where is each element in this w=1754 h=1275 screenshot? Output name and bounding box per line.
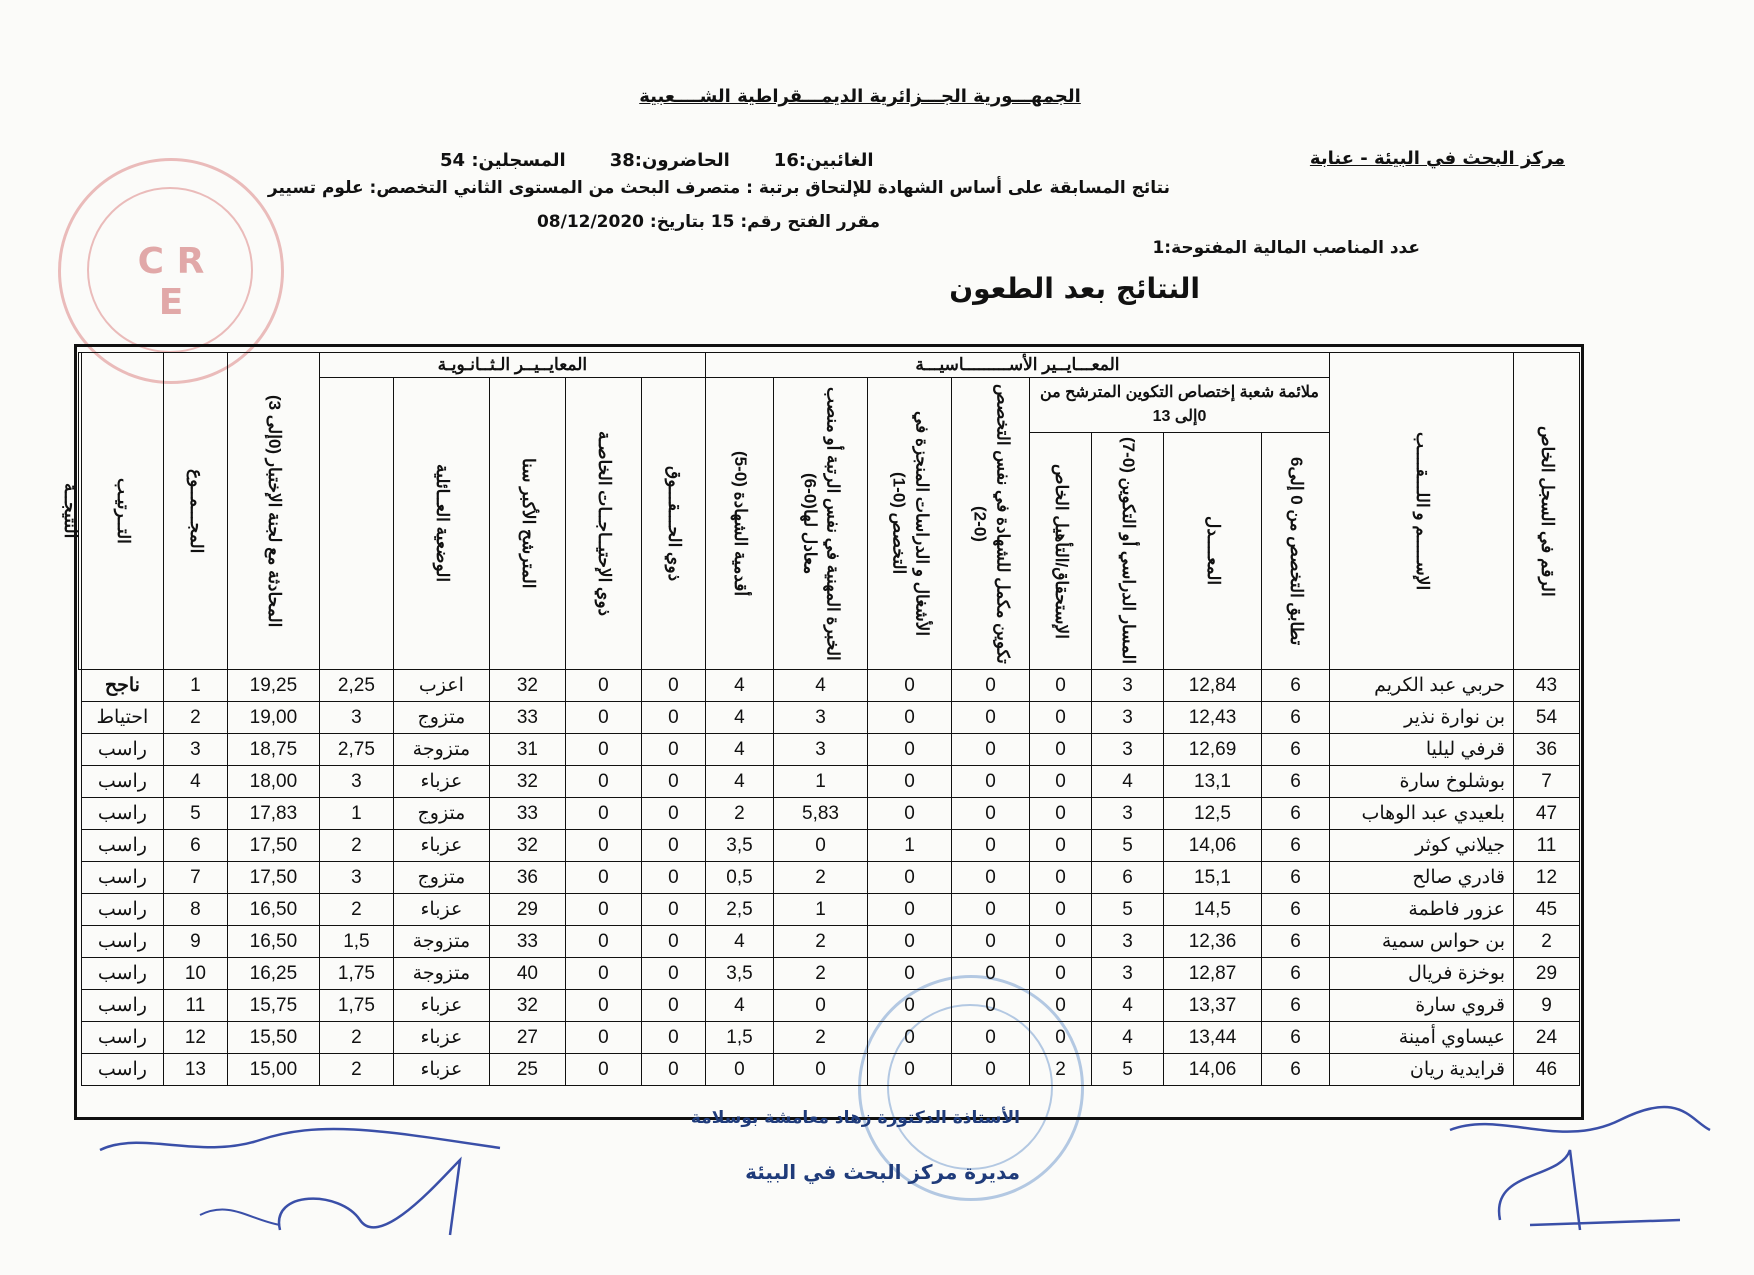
cell-rank: 4 <box>163 766 227 798</box>
cell-spec: 6 <box>1262 670 1330 702</box>
cell-result: راسب <box>81 1054 163 1086</box>
cell-rights: 0 <box>641 894 705 926</box>
cell-oldest: 32 <box>489 990 565 1022</box>
cell-reg: 36 <box>1514 734 1580 766</box>
cell-works: 0 <box>868 1022 952 1054</box>
cell-rights: 0 <box>641 798 705 830</box>
col-merit-header: الإستحقاق/التأهيل الخاص <box>1030 433 1092 670</box>
cell-avg: 12,84 <box>1164 670 1262 702</box>
cell-rank: 10 <box>163 958 227 990</box>
cell-works: 0 <box>868 990 952 1022</box>
cell-family: متزوج <box>393 862 489 894</box>
cell-oldest: 33 <box>489 798 565 830</box>
cell-merit: 0 <box>1030 734 1092 766</box>
cell-reg: 11 <box>1514 830 1580 862</box>
cell-avg: 14,5 <box>1164 894 1262 926</box>
cell-rights: 0 <box>641 670 705 702</box>
cell-path: 4 <box>1092 766 1164 798</box>
cell-spec: 6 <box>1262 958 1330 990</box>
cell-rank: 2 <box>163 702 227 734</box>
cell-training: 0 <box>952 1054 1030 1086</box>
col-avg-header: المعــــدل <box>1164 433 1262 670</box>
col-result-header: النتيجــة <box>79 353 82 670</box>
cell-family: متزوجة <box>393 958 489 990</box>
cell-total: 16,25 <box>227 958 319 990</box>
table-row <box>79 702 1580 734</box>
cell-works: 0 <box>868 926 952 958</box>
cell-rights: 0 <box>641 830 705 862</box>
cell-oldest: 32 <box>489 830 565 862</box>
cell-oldest: 27 <box>489 1022 565 1054</box>
cell-path: 4 <box>1092 1022 1164 1054</box>
cell-training: 0 <box>952 670 1030 702</box>
cell-works: 0 <box>868 958 952 990</box>
cell-special: 0 <box>565 958 641 990</box>
cell-path: 3 <box>1092 702 1164 734</box>
cell-works: 0 <box>868 766 952 798</box>
cell-interview: 1,75 <box>319 990 393 1022</box>
cell-reg: 54 <box>1514 702 1580 734</box>
cell-exp: 1 <box>774 894 868 926</box>
cell-oldest: 40 <box>489 958 565 990</box>
cell-merit: 0 <box>1030 894 1092 926</box>
table-row <box>79 670 1580 702</box>
cell-exp: 2 <box>774 1022 868 1054</box>
cell-oldest: 32 <box>489 766 565 798</box>
cell-merit: 0 <box>1030 926 1092 958</box>
cell-oldest: 33 <box>489 702 565 734</box>
cell-avg: 14,06 <box>1164 1054 1262 1086</box>
decision-reference: مقرر الفتح رقم: 15 بتاريخ: 08/12/2020 <box>536 212 880 232</box>
cell-interview: 2,75 <box>319 734 393 766</box>
table-row <box>79 766 1580 798</box>
cell-exp: 0 <box>774 990 868 1022</box>
cell-works: 0 <box>868 894 952 926</box>
table-row <box>79 926 1580 958</box>
contest-results-title: نتائج المسابقة على أساس الشهادة للإلتحاق برتبة : متصرف البحث من المستوى الثاني التخصص: علوم تسيير <box>267 178 1170 198</box>
col-special-header: ذوي الإحتيــاجــات الخاصـة <box>565 378 641 670</box>
cell-special: 0 <box>565 734 641 766</box>
cell-reg: 7 <box>1514 766 1580 798</box>
cell-special: 0 <box>565 702 641 734</box>
cell-oldest: 33 <box>489 926 565 958</box>
table-row <box>79 894 1580 926</box>
cell-rank: 3 <box>163 734 227 766</box>
cell-reg: 29 <box>1514 958 1580 990</box>
cell-exp: 2 <box>774 926 868 958</box>
cell-result: راسب <box>81 766 163 798</box>
cell-interview: 2 <box>319 1054 393 1086</box>
cell-rank: 1 <box>163 670 227 702</box>
cell-total: 16,50 <box>227 926 319 958</box>
cell-family: اعزب <box>393 670 489 702</box>
cell-training: 0 <box>952 702 1030 734</box>
cell-spec: 6 <box>1262 926 1330 958</box>
present-count: الحاضرون:38 <box>609 150 730 171</box>
results-after-appeals-title: النتائج بعد الطعون <box>949 272 1200 305</box>
cell-special: 0 <box>565 894 641 926</box>
table-row <box>79 798 1580 830</box>
cell-exp: 0 <box>774 830 868 862</box>
cell-rank: 12 <box>163 1022 227 1054</box>
main-criteria-header: المعـــايــير الأســـــــــاسيـــة <box>705 353 1329 378</box>
cell-path: 5 <box>1092 1054 1164 1086</box>
cell-oldest: 25 <box>489 1054 565 1086</box>
cell-avg: 13,1 <box>1164 766 1262 798</box>
cell-exp: 2 <box>774 862 868 894</box>
secondary-criteria-header: المعايــيــر الـثــانـويـة <box>319 353 705 378</box>
cell-oldest: 31 <box>489 734 565 766</box>
cell-interview: 1 <box>319 798 393 830</box>
absent-count: الغائبين:16 <box>773 150 874 171</box>
cell-training: 0 <box>952 734 1030 766</box>
cell-spec: 6 <box>1262 1022 1330 1054</box>
cell-path: 4 <box>1092 990 1164 1022</box>
cell-family: متزوج <box>393 702 489 734</box>
cell-result: راسب <box>81 894 163 926</box>
cell-reg: 46 <box>1514 1054 1580 1086</box>
col-total-header: المجـــمــوع <box>163 353 227 670</box>
cell-family: متزوجة <box>393 734 489 766</box>
cell-spec: 6 <box>1262 798 1330 830</box>
handwritten-signature-right <box>1440 1110 1720 1240</box>
cell-training: 0 <box>952 798 1030 830</box>
cell-special: 0 <box>565 1022 641 1054</box>
cell-reg: 12 <box>1514 862 1580 894</box>
cell-merit: 0 <box>1030 702 1092 734</box>
cell-avg: 12,69 <box>1164 734 1262 766</box>
cell-training: 0 <box>952 830 1030 862</box>
cell-spec: 6 <box>1262 830 1330 862</box>
cell-seniority: 4 <box>705 702 773 734</box>
cell-rights: 0 <box>641 734 705 766</box>
cell-merit: 0 <box>1030 990 1092 1022</box>
cell-family: عزباء <box>393 990 489 1022</box>
col-rank-header: التــرتيـب <box>81 353 163 670</box>
cell-works: 0 <box>868 734 952 766</box>
cell-training: 0 <box>952 990 1030 1022</box>
cell-family: عزباء <box>393 1054 489 1086</box>
cell-path: 6 <box>1092 862 1164 894</box>
cell-spec: 6 <box>1262 766 1330 798</box>
cell-name: حربي عبد الكريم <box>1330 670 1514 702</box>
cell-works: 0 <box>868 702 952 734</box>
cell-exp: 0 <box>774 1054 868 1086</box>
cell-merit: 0 <box>1030 766 1092 798</box>
cell-total: 18,00 <box>227 766 319 798</box>
cell-spec: 6 <box>1262 990 1330 1022</box>
cell-rights: 0 <box>641 1022 705 1054</box>
cell-path: 3 <box>1092 734 1164 766</box>
cell-special: 0 <box>565 1054 641 1086</box>
cell-result: ناجح <box>81 670 163 702</box>
cell-rights: 0 <box>641 702 705 734</box>
cell-reg: 45 <box>1514 894 1580 926</box>
cell-avg: 12,43 <box>1164 702 1262 734</box>
cell-oldest: 36 <box>489 862 565 894</box>
cell-path: 3 <box>1092 958 1164 990</box>
cell-total: 17,50 <box>227 862 319 894</box>
cell-exp: 3 <box>774 734 868 766</box>
table-row <box>79 1022 1580 1054</box>
col-reg-header: الرقم في السجل الخاص <box>1514 353 1580 670</box>
cell-works: 1 <box>868 830 952 862</box>
cell-path: 3 <box>1092 926 1164 958</box>
table-row <box>79 1054 1580 1086</box>
cell-special: 0 <box>565 862 641 894</box>
col-interview-header: المحادثة مع لجنة الإختبار (0إلى 3) <box>227 353 319 670</box>
cell-rank: 13 <box>163 1054 227 1086</box>
cell-total: 17,83 <box>227 798 319 830</box>
cell-merit: 0 <box>1030 670 1092 702</box>
col-family-header: الوضعية العــائلية <box>393 378 489 670</box>
cell-training: 0 <box>952 766 1030 798</box>
cell-seniority: 2,5 <box>705 894 773 926</box>
table-row <box>79 830 1580 862</box>
registered-count: المسجلين: 54 <box>440 150 566 171</box>
cell-avg: 15,1 <box>1164 862 1262 894</box>
col-name-header: الإســـــم و اللـــقــــب <box>1330 353 1514 670</box>
attendance-counts <box>440 150 960 171</box>
cell-seniority: 3,5 <box>705 830 773 862</box>
cell-rights: 0 <box>641 862 705 894</box>
cell-avg: 12,87 <box>1164 958 1262 990</box>
col-works-header: الأشغال و الدراسات المنجزة في التخصص (0-1) <box>868 378 952 670</box>
cell-merit: 0 <box>1030 830 1092 862</box>
cell-seniority: 2 <box>705 798 773 830</box>
cell-result: راسب <box>81 1022 163 1054</box>
cell-spec: 6 <box>1262 702 1330 734</box>
cell-special: 0 <box>565 766 641 798</box>
cell-oldest: 32 <box>489 670 565 702</box>
cell-path: 5 <box>1092 894 1164 926</box>
cell-special: 0 <box>565 830 641 862</box>
cell-special: 0 <box>565 670 641 702</box>
cell-rank: 11 <box>163 990 227 1022</box>
col-rights-header: ذوي الحـــقـــوق <box>641 378 705 670</box>
cell-training: 0 <box>952 1022 1030 1054</box>
cell-interview: 2 <box>319 894 393 926</box>
cell-result: احتياط <box>81 702 163 734</box>
cell-rank: 6 <box>163 830 227 862</box>
cell-result: راسب <box>81 926 163 958</box>
cell-name: جيلاني كوثر <box>1330 830 1514 862</box>
results-table-body <box>79 670 1580 1086</box>
col-training-header: تكوين مكمل للشهادة في نفس التخصص (0-2) <box>952 378 1030 670</box>
cell-seniority: 3,5 <box>705 958 773 990</box>
cell-name: قرايدية ريان <box>1330 1054 1514 1086</box>
fit-criteria-header: ملائمة شعبة إختصاص التكوين المترشح من 0إلى 13 <box>1030 378 1330 433</box>
cell-family: عزباء <box>393 1022 489 1054</box>
cell-family: عزباء <box>393 766 489 798</box>
cell-seniority: 0 <box>705 1054 773 1086</box>
results-table <box>60 352 1580 1086</box>
col-oldest-header: المترشح الأكبر سنا <box>489 378 565 670</box>
cell-family: عزباء <box>393 830 489 862</box>
cell-avg: 13,44 <box>1164 1022 1262 1054</box>
cell-seniority: 4 <box>705 670 773 702</box>
col-path-header: المسار الدراسي أو التكوين (0-7) <box>1092 433 1164 670</box>
cell-family: عزباء <box>393 894 489 926</box>
cell-avg: 13,37 <box>1164 990 1262 1022</box>
cell-rank: 8 <box>163 894 227 926</box>
center-name: مركز البحث في البيئة - عنابة <box>1309 148 1565 169</box>
cell-spec: 6 <box>1262 1054 1330 1086</box>
cell-rank: 5 <box>163 798 227 830</box>
cell-seniority: 4 <box>705 990 773 1022</box>
cell-rights: 0 <box>641 926 705 958</box>
cell-training: 0 <box>952 862 1030 894</box>
cell-merit: 0 <box>1030 862 1092 894</box>
cell-interview: 1,5 <box>319 926 393 958</box>
cell-rank: 7 <box>163 862 227 894</box>
cell-oldest: 29 <box>489 894 565 926</box>
table-row <box>79 958 1580 990</box>
cell-interview: 1,75 <box>319 958 393 990</box>
cell-total: 19,00 <box>227 702 319 734</box>
cell-seniority: 4 <box>705 734 773 766</box>
cell-works: 0 <box>868 798 952 830</box>
cell-interview: 3 <box>319 862 393 894</box>
cell-interview: 3 <box>319 702 393 734</box>
table-row <box>79 862 1580 894</box>
cell-seniority: 4 <box>705 926 773 958</box>
cell-path: 5 <box>1092 830 1164 862</box>
cell-name: بوشلوخ سارة <box>1330 766 1514 798</box>
cell-rights: 0 <box>641 766 705 798</box>
col-seniority-header: أقدمية الشهادة (0-5) <box>705 378 773 670</box>
red-stamp: C R E <box>58 158 284 384</box>
cell-result: راسب <box>81 862 163 894</box>
cell-interview: 2 <box>319 830 393 862</box>
col-spec-header: تطابق التخصص من 0 إلى6 <box>1262 433 1330 670</box>
cell-works: 0 <box>868 862 952 894</box>
cell-result: راسب <box>81 990 163 1022</box>
cell-spec: 6 <box>1262 862 1330 894</box>
cell-rights: 0 <box>641 1054 705 1086</box>
cell-result: راسب <box>81 734 163 766</box>
cell-special: 0 <box>565 990 641 1022</box>
cell-path: 3 <box>1092 670 1164 702</box>
cell-result: راسب <box>81 958 163 990</box>
cell-rank: 9 <box>163 926 227 958</box>
cell-avg: 14,06 <box>1164 830 1262 862</box>
handwritten-signature-left <box>80 1120 540 1240</box>
open-posts: عدد المناصب المالية المفتوحة:1 <box>1152 238 1420 258</box>
cell-total: 15,50 <box>227 1022 319 1054</box>
cell-seniority: 1,5 <box>705 1022 773 1054</box>
cell-reg: 2 <box>1514 926 1580 958</box>
cell-name: بوخزة فريال <box>1330 958 1514 990</box>
cell-name: عزور فاطمة <box>1330 894 1514 926</box>
cell-works: 0 <box>868 1054 952 1086</box>
republic-title: الجمهـــورية الجـــزائرية الديمـــقراطية الشــــعبية <box>639 86 1081 107</box>
cell-reg: 24 <box>1514 1022 1580 1054</box>
cell-path: 3 <box>1092 798 1164 830</box>
cell-family: متزوج <box>393 798 489 830</box>
cell-training: 0 <box>952 958 1030 990</box>
cell-avg: 12,36 <box>1164 926 1262 958</box>
col-exp-header: الخبرة المهنية في نفس الرتبة أو منصب معادل لها(0-6) <box>774 378 868 670</box>
signatory-title: مديرة مركز البحث في البيئة <box>745 1160 1020 1184</box>
cell-rights: 0 <box>641 958 705 990</box>
cell-merit: 0 <box>1030 1022 1092 1054</box>
cell-seniority: 0,5 <box>705 862 773 894</box>
cell-interview: 2,25 <box>319 670 393 702</box>
cell-reg: 9 <box>1514 990 1580 1022</box>
cell-merit: 0 <box>1030 958 1092 990</box>
cell-name: عيساوي أمينة <box>1330 1022 1514 1054</box>
cell-training: 0 <box>952 926 1030 958</box>
cell-interview: 3 <box>319 766 393 798</box>
cell-works: 0 <box>868 670 952 702</box>
cell-name: بن نوارة نذير <box>1330 702 1514 734</box>
cell-name: بلعيدي عبد الوهاب <box>1330 798 1514 830</box>
cell-avg: 12,5 <box>1164 798 1262 830</box>
cell-special: 0 <box>565 926 641 958</box>
cell-exp: 1 <box>774 766 868 798</box>
cell-rights: 0 <box>641 990 705 1022</box>
cell-name: بن حواس سمية <box>1330 926 1514 958</box>
cell-result: راسب <box>81 830 163 862</box>
cell-merit: 2 <box>1030 1054 1092 1086</box>
table-row <box>79 734 1580 766</box>
cell-name: قروي سارة <box>1330 990 1514 1022</box>
cell-merit: 0 <box>1030 798 1092 830</box>
cell-result: راسب <box>81 798 163 830</box>
cell-family: متزوجة <box>393 926 489 958</box>
cell-total: 15,00 <box>227 1054 319 1086</box>
cell-exp: 3 <box>774 702 868 734</box>
signatory-name: الأستاذة الدكتورة زهاد معامشة بوسلامة <box>690 1108 1020 1128</box>
cell-special: 0 <box>565 798 641 830</box>
cell-seniority: 4 <box>705 766 773 798</box>
cell-exp: 4 <box>774 670 868 702</box>
cell-reg: 43 <box>1514 670 1580 702</box>
cell-total: 16,50 <box>227 894 319 926</box>
cell-spec: 6 <box>1262 734 1330 766</box>
cell-interview: 2 <box>319 1022 393 1054</box>
cell-total: 15,75 <box>227 990 319 1022</box>
cell-exp: 2 <box>774 958 868 990</box>
cell-total: 19,25 <box>227 670 319 702</box>
cell-total: 18,75 <box>227 734 319 766</box>
cell-spec: 6 <box>1262 894 1330 926</box>
cell-name: قرفي ليليا <box>1330 734 1514 766</box>
cell-total: 17,50 <box>227 830 319 862</box>
cell-training: 0 <box>952 894 1030 926</box>
cell-name: قادري صالح <box>1330 862 1514 894</box>
cell-reg: 47 <box>1514 798 1580 830</box>
cell-exp: 5,83 <box>774 798 868 830</box>
table-row <box>79 990 1580 1022</box>
